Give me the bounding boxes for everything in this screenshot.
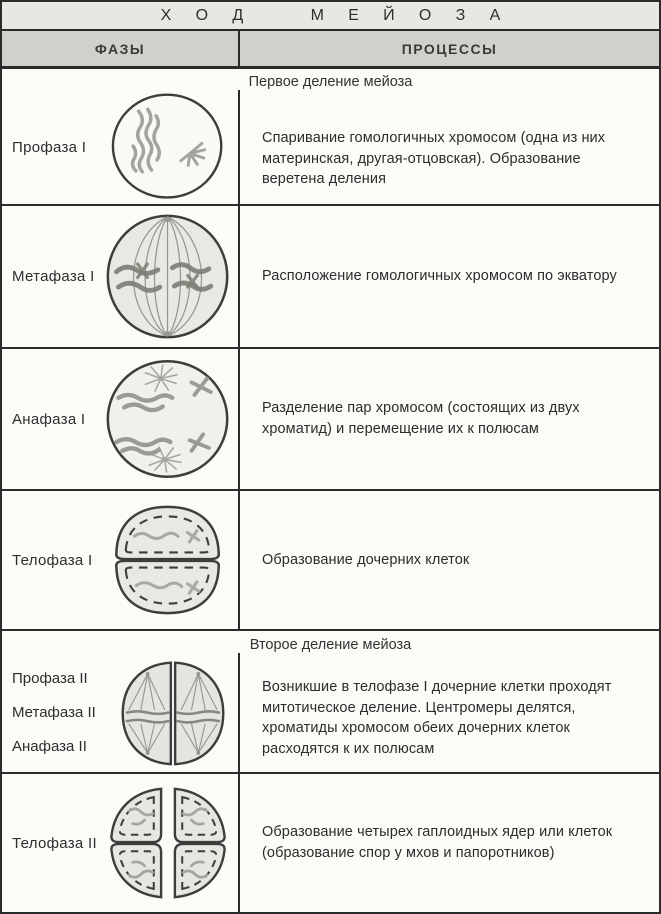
column-header-phases: ФАЗЫ: [2, 31, 240, 66]
phase-cell: [2, 90, 240, 204]
phase-cell: [2, 349, 240, 489]
phase-cell: [2, 653, 240, 772]
phase-cell: [2, 491, 240, 629]
phase-label: Телофаза II: [12, 834, 97, 852]
table-title: Х О Д М Е Й О З А: [2, 2, 659, 31]
process-text: Расположение гомологичных хромосом по экватору: [262, 268, 617, 285]
process-text: Спаривание гомологичных хромосом (одна из них материнская, другая-отцовская). Образование веретена деления: [262, 130, 606, 188]
process-text: Возникшие в телофазе I дочерние клетки проходят митотическое деление. Центромеры делятся, хроматиды хромосом обеих дочерних клеток расходятся к их полюсам: [262, 679, 612, 757]
cell-diagram-icon: [113, 655, 233, 771]
phase-label: Профаза II: [12, 670, 88, 687]
prophase-i-cell-drawing: [98, 91, 238, 203]
process-text: Разделение пар хромосом (состоящих из двух хроматид) и перемещение их к полюсам: [262, 400, 580, 437]
phase-label: Анафаза II: [12, 738, 87, 755]
column-header-row: [2, 31, 659, 69]
cell-diagram-icon: [103, 357, 233, 481]
metaphase-i-cell-drawing: [98, 212, 238, 342]
phase-label: Анафаза I: [12, 410, 86, 428]
phase-label-stack: [2, 670, 108, 755]
telophase-ii-cells-drawing: [98, 783, 238, 903]
cell-diagram-icon: [103, 212, 233, 342]
table-row: [2, 774, 659, 912]
table-row: [2, 653, 659, 774]
phase-cell: [2, 206, 240, 347]
cell-diagram-icon: [107, 91, 229, 203]
table-row: [2, 90, 659, 206]
phase-label: Профаза I: [12, 138, 87, 156]
phase-cell: [2, 774, 240, 912]
phase-label: Телофаза I: [12, 551, 93, 569]
process-text: Образование четырех гаплоидных ядер или клеток (образование спор у мхов и папоротников): [262, 824, 613, 861]
telophase-i-cell-drawing: [98, 500, 238, 620]
anaphase-i-cell-drawing: [98, 357, 238, 481]
phase-label: Метафаза II: [12, 704, 96, 721]
cell-diagram-icon: [104, 500, 232, 620]
section-title-second-division: Второе деление мейоза: [249, 637, 412, 653]
cell-diagram-icon: [106, 783, 230, 903]
table-row: [2, 491, 659, 631]
second-division-cells-drawing: [108, 655, 238, 771]
table-row: [2, 349, 659, 491]
table-row: [2, 206, 659, 349]
phase-label: Метафаза I: [12, 268, 95, 285]
section-title-first-division: Первое деление мейоза: [248, 74, 413, 90]
column-header-processes: ПРОЦЕССЫ: [401, 40, 498, 57]
process-text: Образование дочерних клеток: [262, 551, 470, 568]
